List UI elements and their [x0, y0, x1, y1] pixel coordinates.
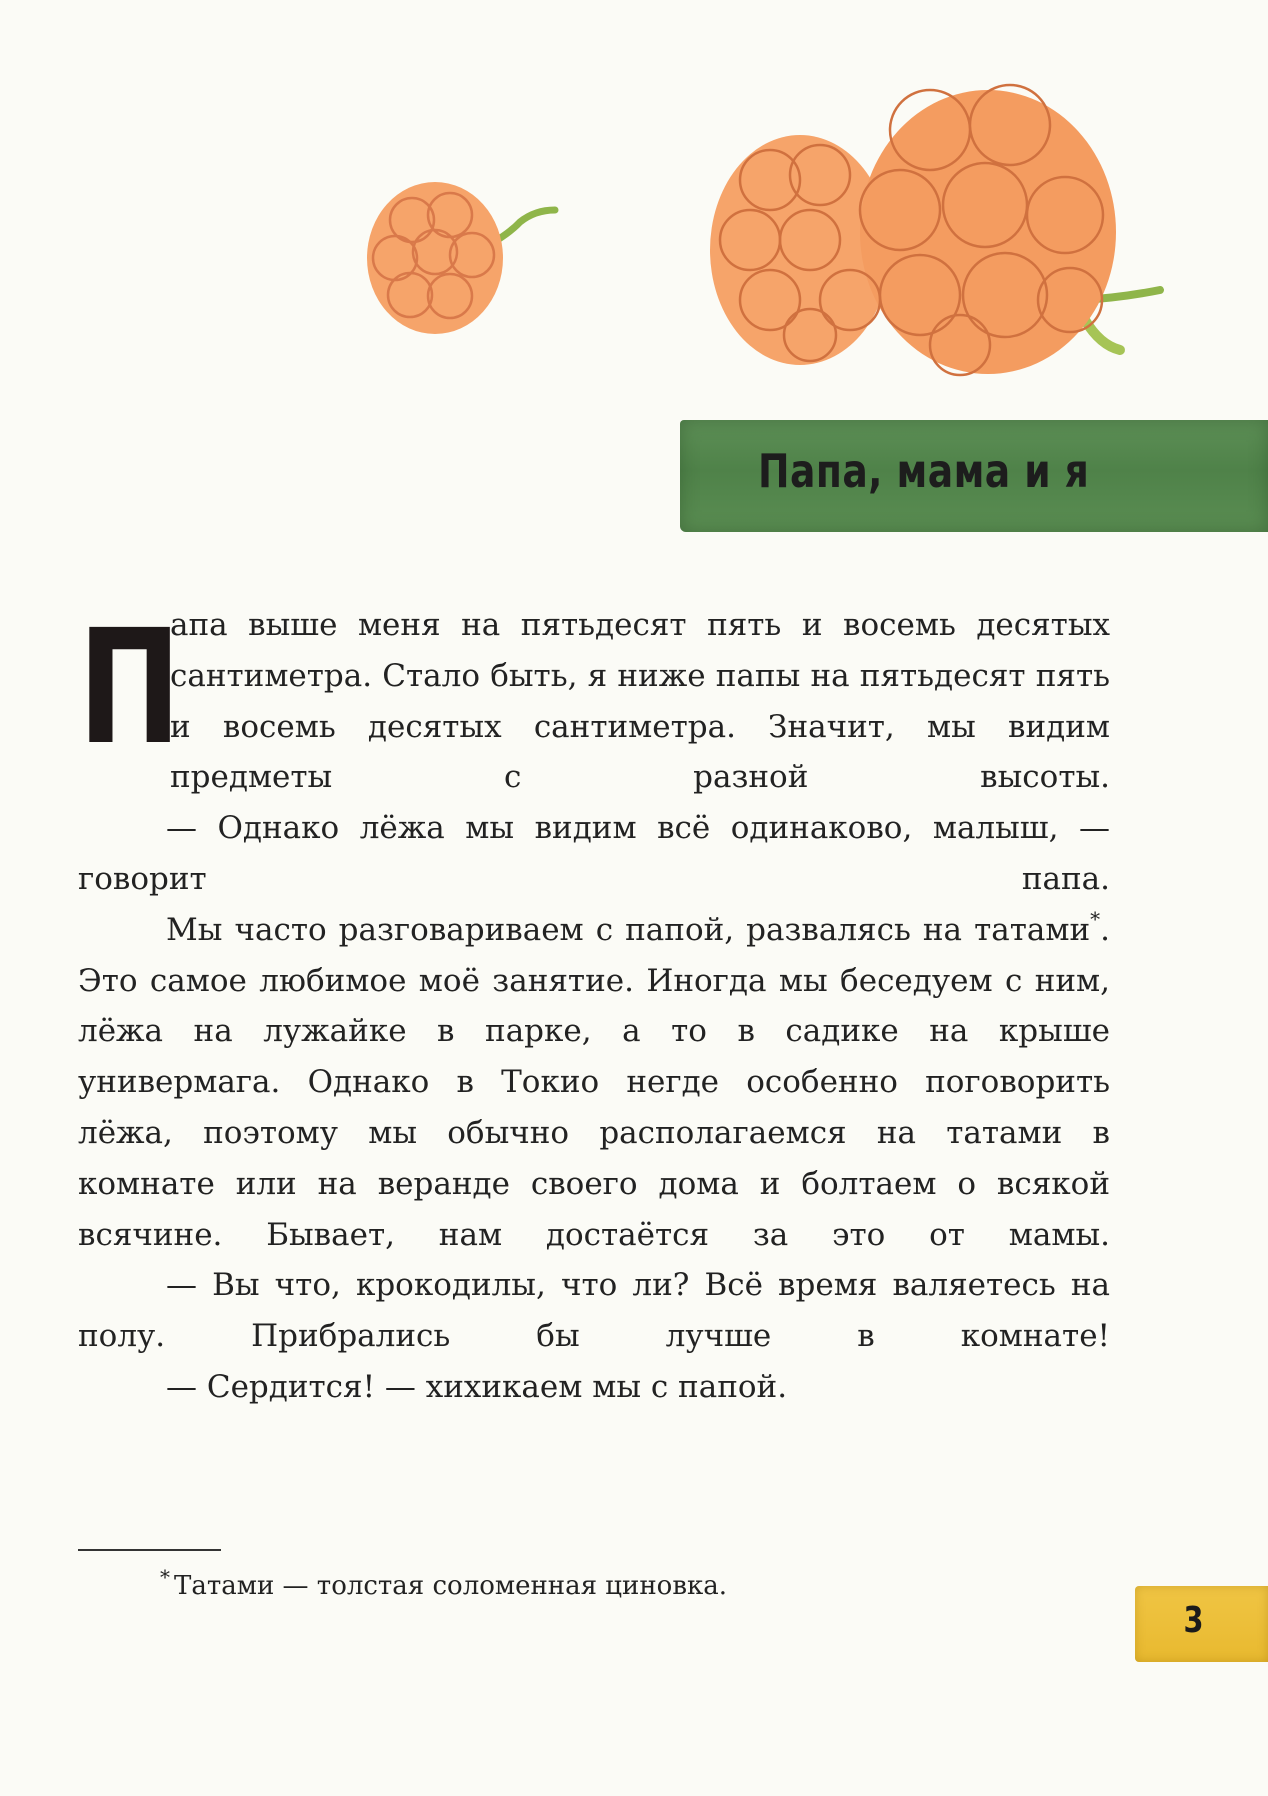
cloudberry-illustration [0, 0, 1268, 400]
story-text [78, 596, 1110, 1413]
large-berry-icon [710, 85, 1160, 375]
footnote-reference[interactable]: * [1090, 906, 1101, 931]
paragraph-3 [78, 905, 1110, 1261]
chapter-banner [680, 420, 1268, 532]
small-berry-icon [367, 182, 555, 334]
paragraph-1 [78, 596, 1110, 803]
paragraph-5: — Сердится! — хихикаем мы с папой. [166, 1368, 788, 1405]
page-number: 3 [1183, 1600, 1204, 1641]
drop-cap: П [78, 596, 182, 780]
footnote-text: Татами — толстая соломенная циновка. [174, 1571, 727, 1601]
page-number-badge [1135, 1586, 1268, 1662]
paragraph-3-text-a: Мы часто разговариваем с папой, развалясь на татами [166, 911, 1091, 948]
paragraph-3-text-b: . Это самое любимое моё занятие. Иногда мы беседуем с ним, лёжа на лужайке в парке, а то в садике на крыше универмага. Однако в Токио негде особенно поговорить лёжа, поэтому мы обычно располагаемся на татами в комнате или на веранде своего дома и болтаем о всякой всячине. Бывает, нам достаётся за это от мамы. [78, 911, 1110, 1253]
footnote-divider [78, 1549, 221, 1551]
chapter-title: Папа, мама и я [758, 444, 1090, 498]
paragraph-2: — Однако лёжа мы видим всё одинаково, малыш, — говорит папа. [78, 810, 1110, 897]
footnote [160, 1565, 727, 1601]
paragraph-4: — Вы что, крокодилы, что ли? Всё время валяетесь на полу. Прибрались бы лучше в комнате! [78, 1267, 1110, 1355]
footnote-mark: * [160, 1565, 170, 1589]
paragraph-1-text: апа выше меня на пятьдесят пять и восемь десятых сантиметра. Стало быть, я ниже папы на пятьдесят пять и восемь десятых сантиметра. Значит, мы видим предметы с разной высоты. [170, 607, 1110, 796]
